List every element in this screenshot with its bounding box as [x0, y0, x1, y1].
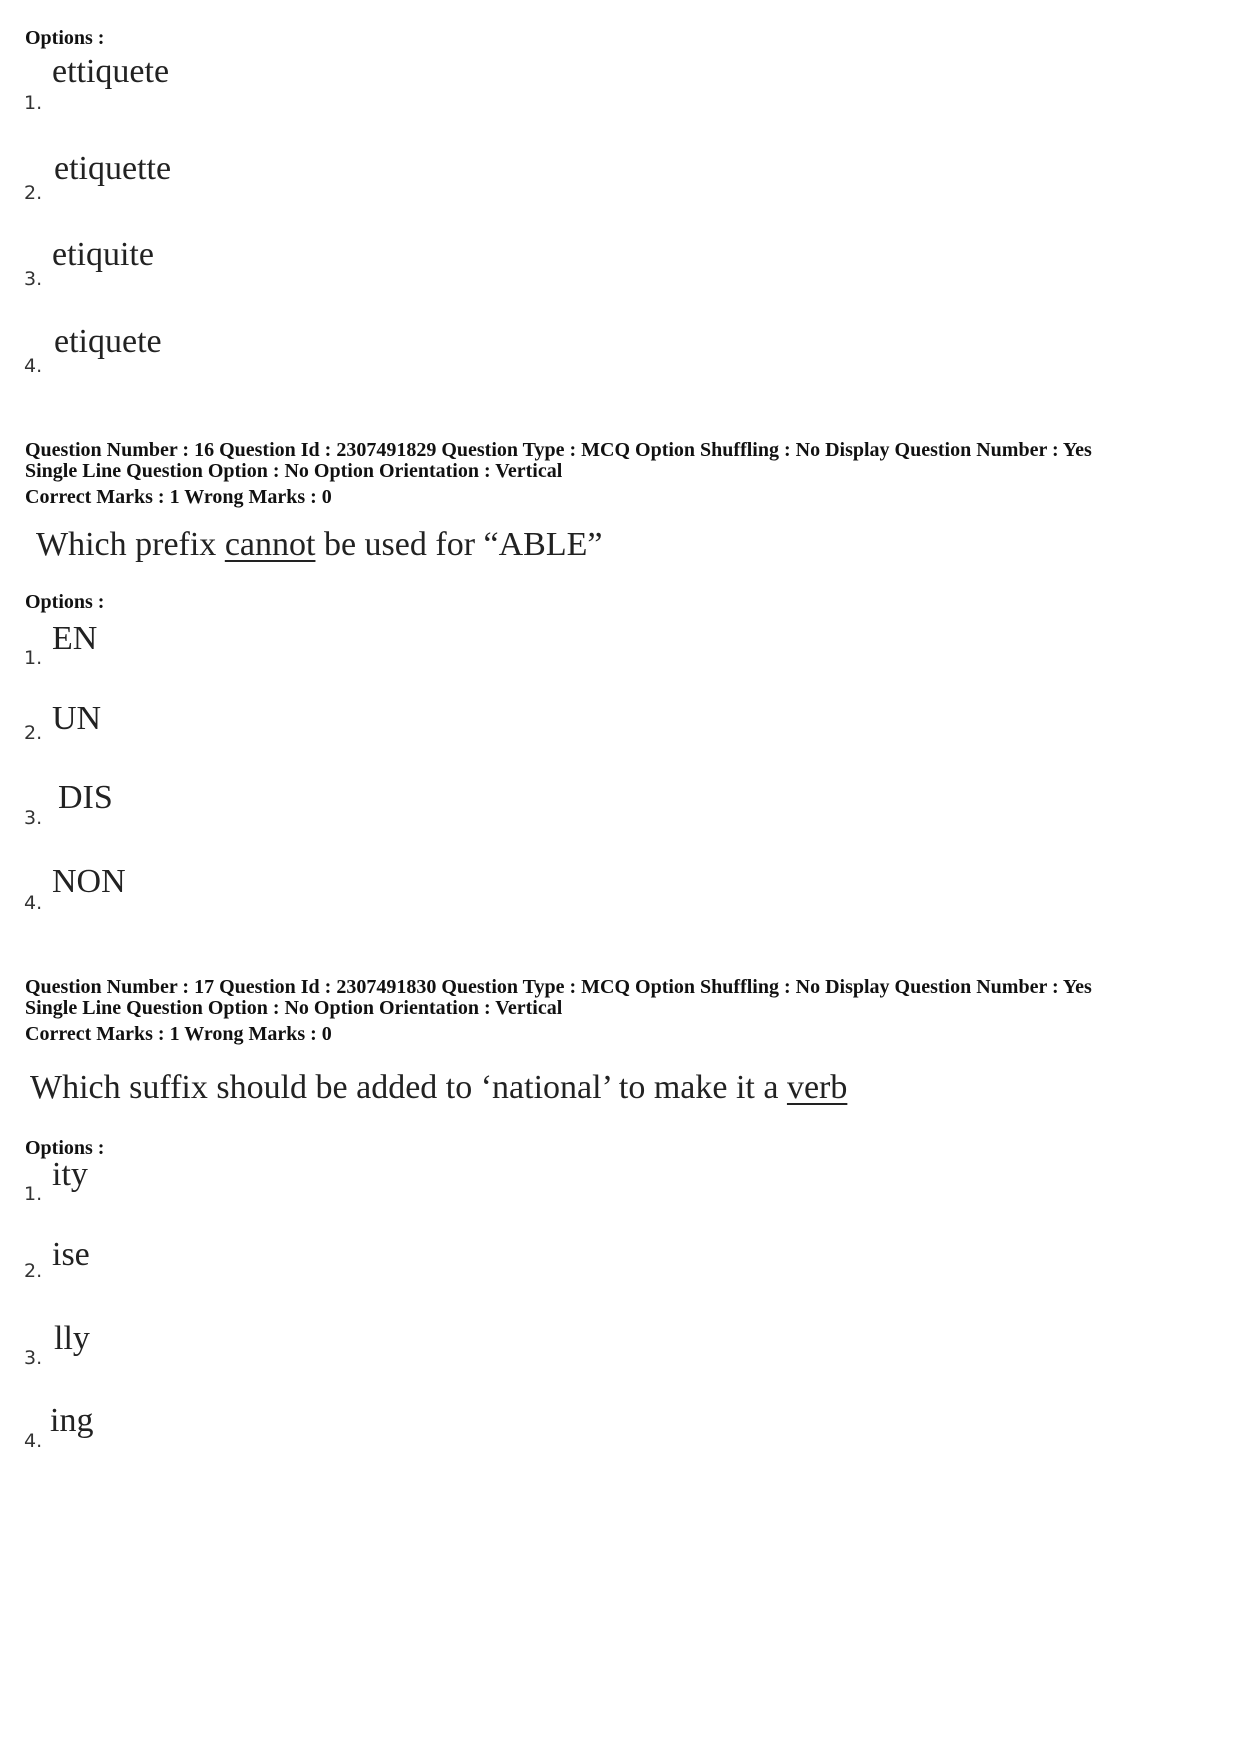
options-label: Options :: [25, 1137, 105, 1159]
question-text: [30, 1071, 847, 1105]
option-number: 3.: [24, 268, 43, 290]
option-number: 2.: [24, 1260, 43, 1282]
option-text: etiquete: [54, 323, 162, 360]
question-text: [36, 528, 602, 562]
question-text-part: Which prefix: [36, 526, 225, 563]
option-text: EN: [52, 620, 98, 657]
question-meta: Single Line Question Option : No Option Orientation : Vertical: [25, 997, 563, 1019]
option-text: NON: [52, 863, 126, 900]
option-number: 4.: [24, 355, 43, 377]
option-text: UN: [52, 700, 102, 737]
option-number: 3.: [24, 807, 43, 829]
option-text: ise: [52, 1236, 90, 1273]
option-text: etiquette: [54, 150, 172, 187]
question-meta: Question Number : 17 Question Id : 2307491830 Question Type : MCQ Option Shuffling : No Display Question Number : Yes: [25, 976, 1092, 998]
option-number: 1.: [24, 1183, 43, 1205]
option-text: etiquite: [52, 236, 154, 273]
option-text: ettiquete: [52, 53, 170, 90]
question-text-part: be used for “ABLE”: [315, 526, 603, 563]
option-number: 2.: [24, 182, 43, 204]
question-text-part: Which suffix should be added to ‘national’ to make it a: [30, 1069, 787, 1106]
option-number: 4.: [24, 892, 43, 914]
option-number: 4.: [24, 1430, 43, 1452]
option-number: 2.: [24, 722, 43, 744]
question-marks: Correct Marks : 1 Wrong Marks : 0: [25, 486, 332, 508]
question-underlined-word: verb: [786, 1069, 848, 1106]
question-underlined-word: cannot: [224, 526, 316, 563]
option-text: DIS: [58, 779, 113, 816]
option-number: 3.: [24, 1347, 43, 1369]
options-label: Options :: [25, 591, 105, 613]
option-number: 1.: [24, 92, 43, 114]
option-text: ity: [52, 1156, 88, 1193]
question-marks: Correct Marks : 1 Wrong Marks : 0: [25, 1023, 332, 1045]
option-text: lly: [54, 1320, 90, 1357]
question-meta: Question Number : 16 Question Id : 2307491829 Question Type : MCQ Option Shuffling : No Display Question Number : Yes: [25, 439, 1092, 461]
options-label: Options :: [25, 27, 105, 49]
option-text: ing: [50, 1402, 94, 1439]
option-number: 1.: [24, 647, 43, 669]
question-meta: Single Line Question Option : No Option Orientation : Vertical: [25, 460, 563, 482]
